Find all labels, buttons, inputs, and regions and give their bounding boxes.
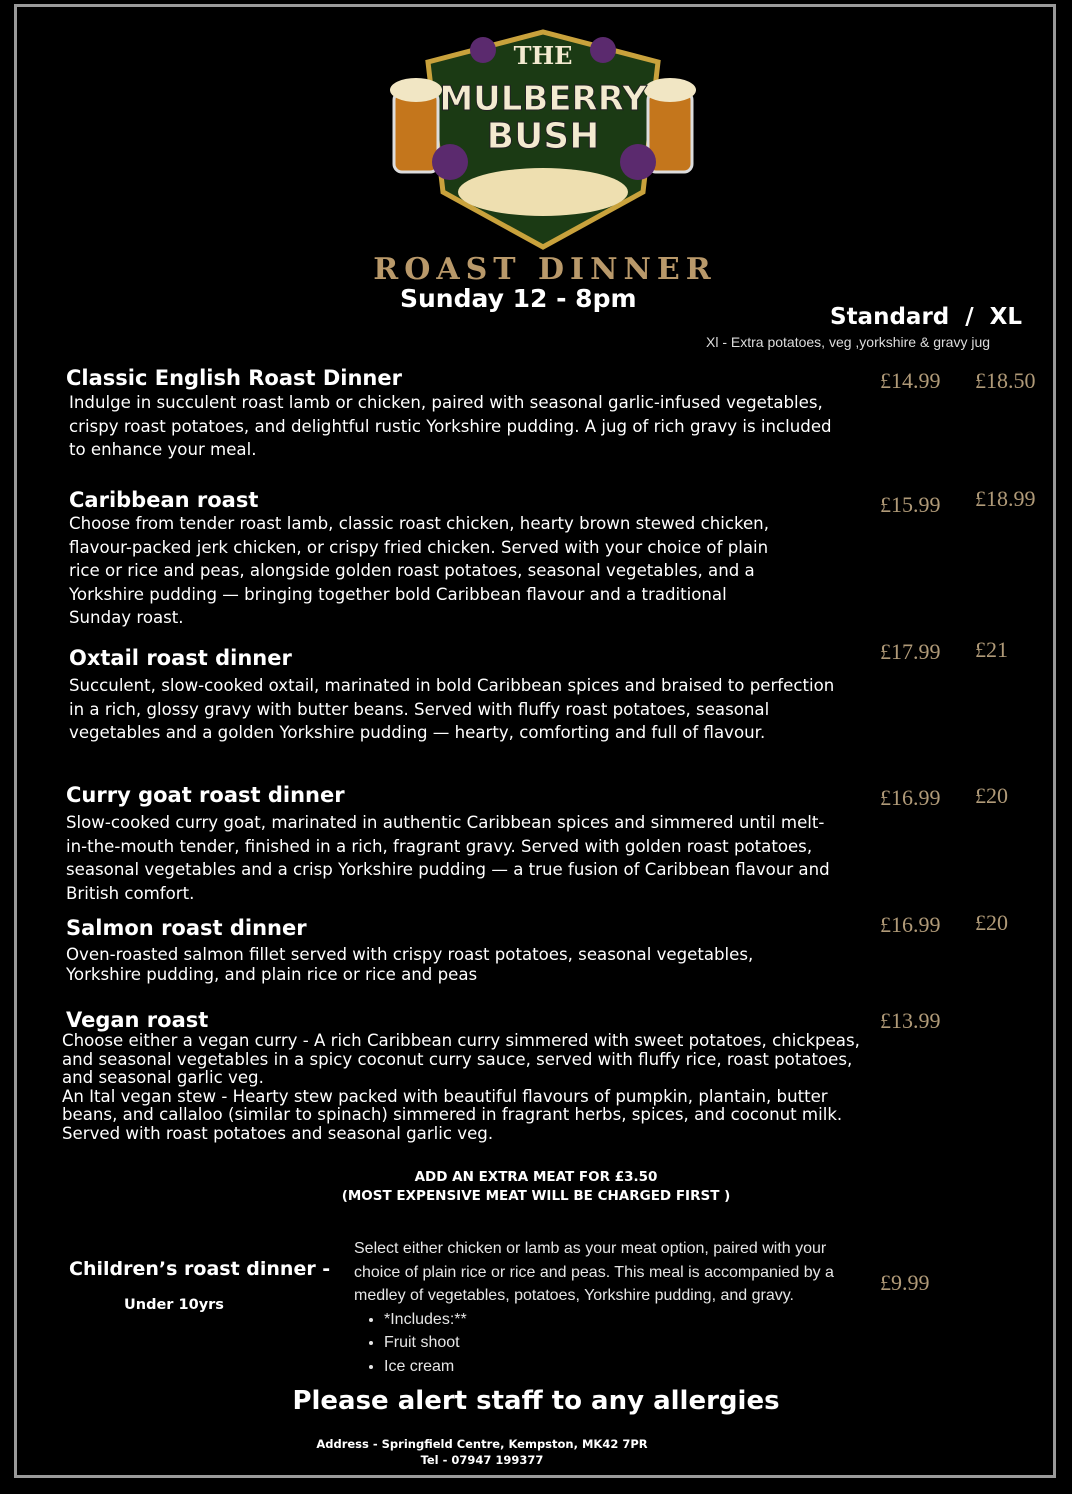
allergy-notice: Please alert staff to any allergies [292, 1386, 780, 1416]
list-item: • *Includes:** [384, 1308, 864, 1332]
list-item: • Fruit shoot [384, 1331, 864, 1355]
price-xl: £20 [975, 783, 1008, 808]
kids-age: Under 10yrs [124, 1297, 224, 1313]
item-name: Curry goat roast dinner [66, 783, 345, 807]
item-description: Succulent, slow-cooked oxtail, marinated in bold Caribbean spices and braised to perfection in a rich, glossy gravy with butter beans. Served with fluffy roast potatoes, seasonal vegetables and a golden Yorkshire pudding — hearty, comforting and full of flavour. [69, 676, 835, 743]
price-xl: £21 [975, 637, 1008, 662]
price-xl: £18.99 [975, 486, 1036, 511]
kids-description-text: Select either chicken or lamb as your meat option, paired with your choice of plain rice or rice and peas. This meal is accompanied by a medley of vegetables, potatoes, Yorkshire pudding, and gravy. [354, 1240, 834, 1304]
item-description: Slow-cooked curry goat, marinated in authentic Caribbean spices and simmered until melt-in-the-mouth tender, finished in a rich, fragrant gravy. Served with golden roast potatoes, seasonal vegetables and a crisp Yorkshire pudding — a true fusion of Caribbean flavour and British comfort. [66, 813, 830, 903]
item-name: Oxtail roast dinner [69, 646, 292, 670]
svg-text:BUSH: BUSH [486, 116, 600, 157]
kids-item-name: Children’s roast dinner - [69, 1258, 331, 1280]
svg-text:MULBERRY: MULBERRY [439, 79, 647, 119]
price-standard: £17.99 [880, 639, 941, 664]
price-standard: £14.99 [880, 368, 941, 393]
address-line: Address - Springfield Centre, Kempston, MK42 7PR [316, 1437, 648, 1451]
kids-includes-list [354, 1308, 864, 1379]
address [0, 1436, 1018, 1468]
kids-price: £9.99 [880, 1270, 930, 1295]
item-name: Classic English Roast Dinner [66, 366, 402, 390]
price-standard: £15.99 [880, 492, 941, 517]
item-description: Oven-roasted salmon fillet served with crispy roast potatoes, seasonal vegetables, Yorkshire pudding, and plain rice or rice and peas [66, 945, 754, 984]
price-xl: £20 [975, 910, 1008, 935]
mulberry-bush-logo [388, 22, 698, 250]
item-description: Choose from tender roast lamb, classic roast chicken, hearty brown stewed chicken, flavour-packed jerk chicken, or crispy fried chicken. Served with your choice of plain rice or rice and peas, alongside golden roast potatoes, seasonal vegetables, and a Yorkshire pudding — bringing together bold Caribbean flavour and a traditional Sunday roast. [69, 514, 769, 628]
item-name: Caribbean roast [69, 488, 259, 512]
price-standard: £13.99 [880, 1008, 941, 1033]
menu-title: ROAST DINNER [373, 252, 717, 287]
vegan-curry-option: Choose either a vegan curry - A rich Caribbean curry simmered with sweet potatoes, chickpeas, and seasonal vegetables in a spicy coconut curry sauce, served with fluffy rice, roast potatoes, and seasonal garlic veg. [62, 1031, 860, 1088]
extra-meat-price: ADD AN EXTRA MEAT FOR £3.50 [414, 1169, 658, 1185]
extra-meat-note [0, 1168, 1072, 1206]
ital-stew-option: An Ital vegan stew - Hearty stew packed with beautiful flavours of pumpkin, plantain, butter beans, and callaloo (similar to spinach) simmered in fragrant herbs, spices, and coconut milk. Served with roast potatoes and seasonal garlic veg. [62, 1086, 843, 1143]
svg-text:THE: THE [513, 41, 573, 70]
price-xl: £18.50 [975, 368, 1036, 393]
extra-meat-condition: (MOST EXPENSIVE MEAT WILL BE CHARGED FIRST ) [341, 1188, 731, 1204]
xl-note: Xl - Extra potatoes, veg ,yorkshire & gravy jug [706, 334, 991, 350]
kids-description [354, 1237, 864, 1378]
telephone: Tel - 07947 199377 [420, 1453, 544, 1467]
item-description [62, 1032, 882, 1144]
list-item: • Ice cream [384, 1355, 864, 1379]
size-header: Standard / XL [830, 304, 1023, 330]
item-name: Salmon roast dinner [66, 916, 307, 940]
beer-mug-icon [394, 92, 438, 172]
price-standard: £16.99 [880, 912, 941, 937]
item-name: Vegan roast [66, 1008, 209, 1032]
opening-hours: Sunday 12 - 8pm [400, 284, 637, 313]
item-description: Indulge in succulent roast lamb or chicken, paired with seasonal garlic-infused vegetables, crispy roast potatoes, and delightful rustic Yorkshire pudding. A jug of rich gravy is included to enhance your meal. [69, 393, 832, 460]
price-standard: £16.99 [880, 785, 941, 810]
